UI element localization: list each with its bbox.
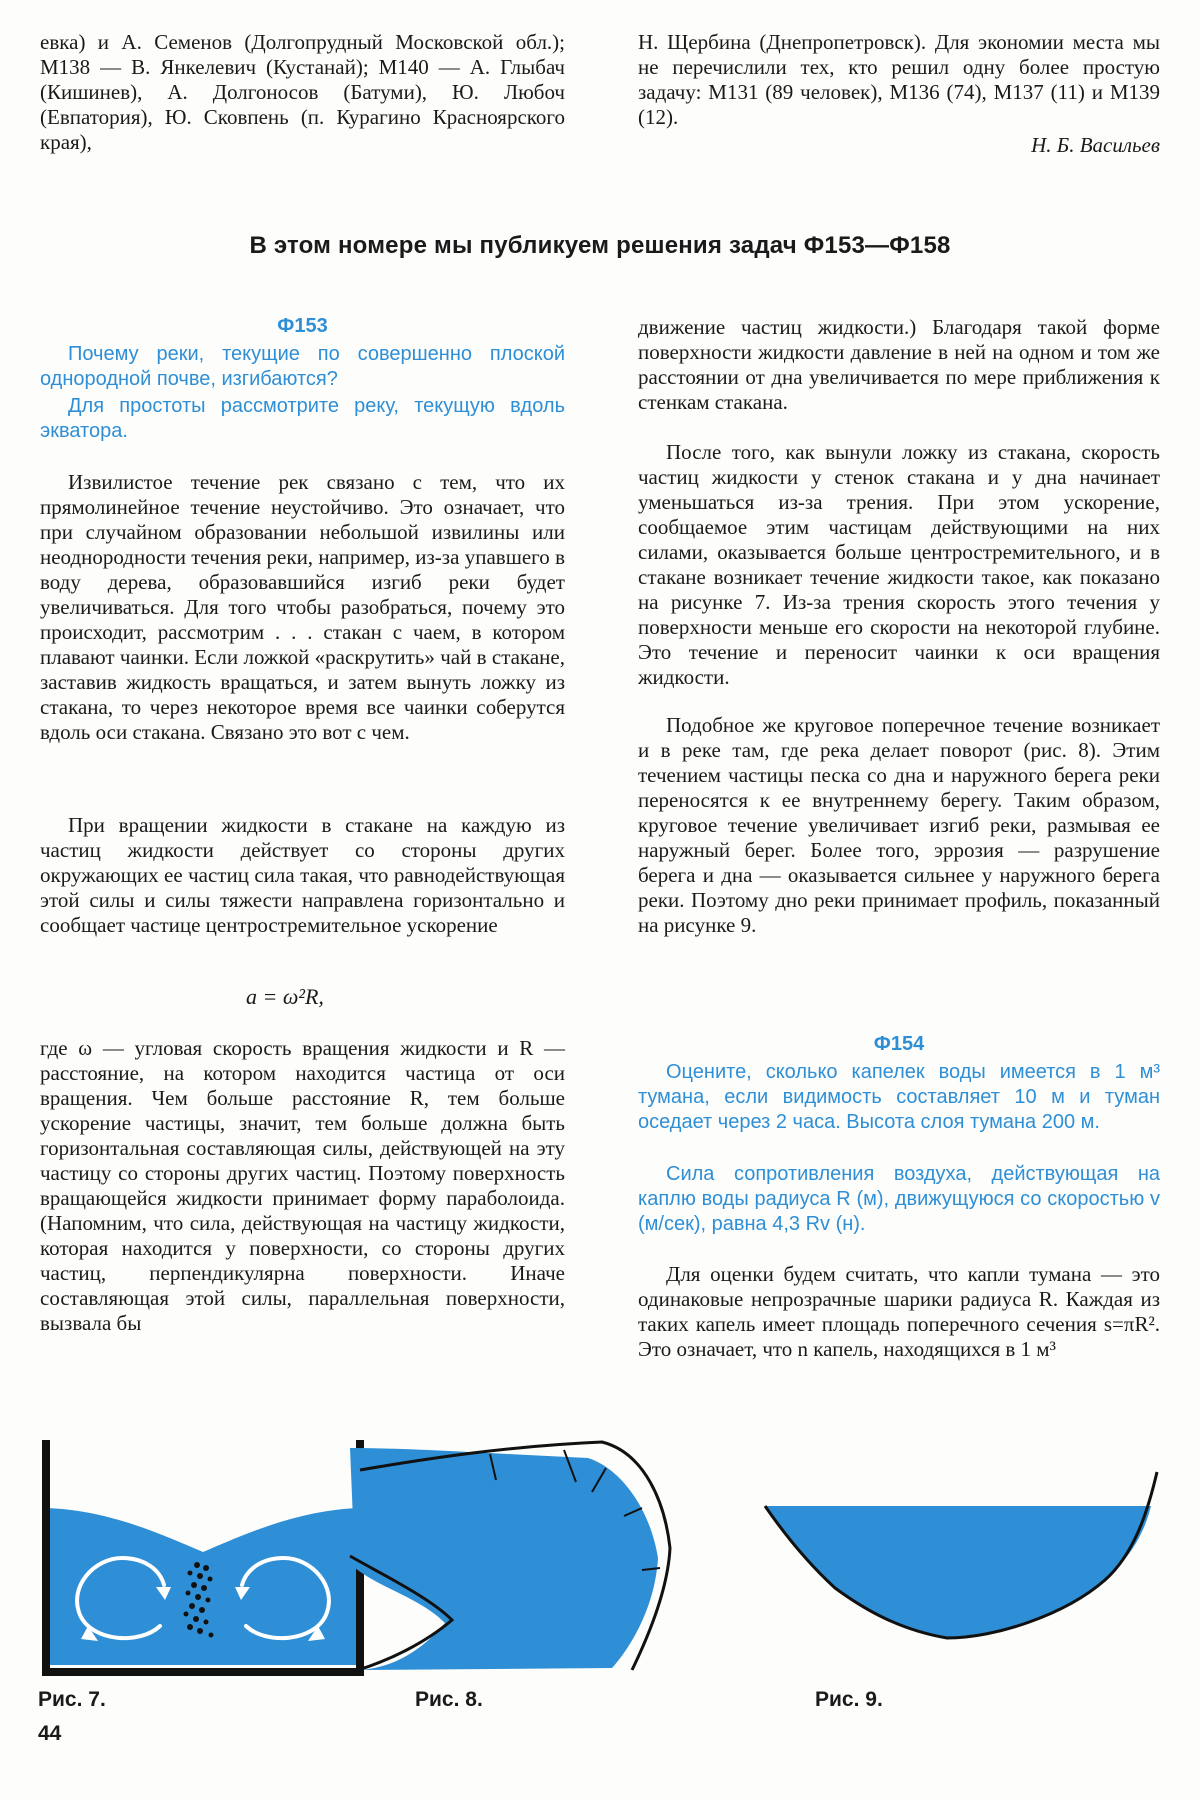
figure-9-river-profile (765, 1470, 1157, 1645)
formula-centripetal: a = ω²R, (246, 984, 324, 1009)
f153-paragraph-4: движение частиц жидкости.) Благодаря такой форме поверхности жидкости давление в ней на одном и том же расстоянии от дна увеличивается по мере приближения к стенкам стакана. (638, 315, 1160, 414)
f154-title: Ф154 (873, 1033, 925, 1055)
figure-8-caption: Рис. 8. (415, 1688, 483, 1711)
page-number: 44 (38, 1722, 62, 1745)
f153-paragraph-3: где ω — угловая скорость вращения жидкости и R — расстояние, на котором находится частица от оси вращения. Чем больше расстояние R, тем больше ускорение частицы, значит, тем больше должна быть горизонтальная составляющая силы, действующей на эту частицу со стороны других частиц. Поэтому поверхность вращающейся жидкости принимает форму параболоида. (Напомним, что сила, действующая на частицу жидкости, которая находится у поверхности, со стороны других частиц, перпендикулярна поверхности. Иначе составляющая этой силы, параллельная поверхности, вызвала бы (40, 1036, 565, 1335)
f154-hint: Сила сопротивления воздуха, действующая на каплю воды радиуса R (м), движущуюся со скоростью v (м/сек), равна 4,3 Rv (н). (638, 1163, 1160, 1235)
profile-water (765, 1506, 1151, 1638)
f153-paragraph-5: После того, как вынули ложку из стакана, скорость частиц жидкости у стенок стакана и у дна начинает уменьшаться из-за трения. При этом ускорение, сообщаемое этим частицам действующими на них силами, оказывается больше центростремительного, и в стакане возникает течение жидкости такое, как показано на рисунке 7. Из-за трения скорость этого течения у поверхности меньше его скорости на некоторой глубине. Это течение и переносит чаинки к оси вращения жидкости. (638, 440, 1160, 689)
river-water (350, 1448, 658, 1670)
figure-8-river-bend (350, 1448, 750, 1673)
f153-paragraph-2: При вращении жидкости в стакане на каждую из частиц жидкости действует со стороны других окружающих ее частиц сила такая, что равнодействующая этой силы и силы тяжести направлена горизонтально и сообщает частице центростремительное ускорение (40, 813, 565, 937)
top-right-text: Н. Щербина (Днепропетровск). Для экономии места мы не перечислили тех, кто решил одну более простую задачу: М131 (89 человек), М136 (74), М137 (11) и М139 (12). (638, 30, 1160, 129)
f154-paragraph-1: Для оценки будем считать, что капли тумана — это одинаковые непрозрачные шарики радиуса R. Каждая из таких капель имеет площадь поперечного сечения s=πR². Это означает, что n капель, находящихся в 1 м³ (638, 1262, 1160, 1361)
figure-7-glass (40, 1440, 366, 1685)
signature: Н. Б. Васильев (1031, 133, 1160, 157)
f153-title: Ф153 (277, 315, 328, 337)
top-left-text: евка) и А. Семенов (Долгопрудный Московской обл.); М138 — В. Янкелевич (Кустанай); М140 — А. Глыбач (Кишинев), А. Долгоносов (Батуми), Ю. Любоч (Евпатория), Ю. Сковпень (п. Курагино Красноярского края), (40, 30, 565, 154)
f154-question: Оцените, сколько капелек воды имеется в 1 м³ тумана, если видимость составляет 10 м и туман оседает через 2 часа. Высота слоя тумана 200 м. (638, 1061, 1160, 1133)
f153-hint: Для простоты рассмотрите реку, текущую вдоль экватора. (40, 395, 565, 442)
f153-paragraph-1: Извилистое течение рек связано с тем, что их прямолинейное течение неустойчиво. Это означает, что при случайном образовании небольшой извилины или неоднородности течения реки, например, из-за упавшего в воду дерева, образовавшийся изгиб реки будет увеличиваться. Для того чтобы разобраться, почему это происходит, рассмотрим . . . стакан с чаем, в котором плавают чаинки. Если ложкой «раскрутить» чай в стакане, заставив жидкость вращаться, и затем вынуть ложку из стакана, то через некоторое время все чаинки соберутся вдоль оси стакана. Связано это вот с чем. (40, 470, 565, 744)
f153-question: Почему реки, текущие по совершенно плоской однородной почве, изгибаются? (40, 343, 565, 390)
f153-paragraph-6: Подобное же круговое поперечное течение возникает и в реке там, где река делает поворот (рис. 8). Этим течением частицы песка со дна и наружного берега реки переносятся к ее внутреннему берегу. Таким образом, круговое течение увеличивает изгиб реки, размывая ее наружный берег. Более того, эррозия — разрушение берега и дна — оказывается сильнее у наружного берега реки. Поэтому дно реки принимает профиль, показанный на рисунке 9. (638, 713, 1160, 937)
figure-7-caption: Рис. 7. (38, 1688, 106, 1711)
figure-9-caption: Рис. 9. (815, 1688, 883, 1711)
section-heading: В этом номере мы публикуем решения задач Ф153—Ф158 (249, 232, 951, 259)
